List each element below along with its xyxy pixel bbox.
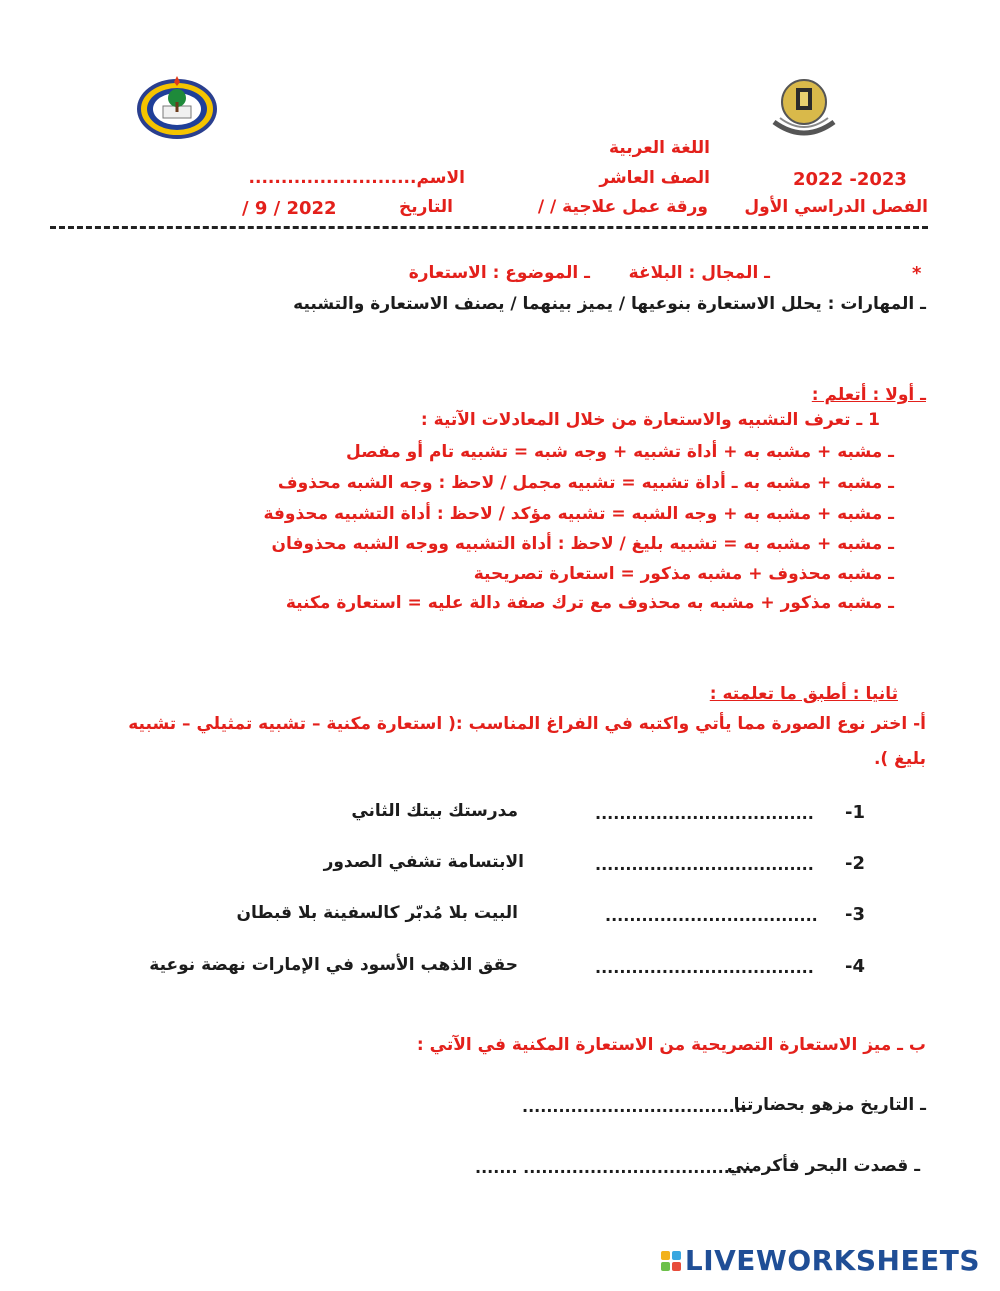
liveworksheets-logo-icon bbox=[661, 1251, 681, 1271]
learn-heading: ـ أولا : أتعلم : bbox=[811, 385, 926, 405]
apply-heading: ثانيا : أطبق ما تعلمته : bbox=[709, 684, 898, 704]
skills-line: ـ المهارات : يحلل الاستعارة بنوعيها / يميز بينهما / يصنف الاستعارة والتشبيه bbox=[293, 294, 926, 314]
answer-blank[interactable]: .................................... bbox=[595, 855, 814, 874]
name-field[interactable]: الاسم.......................... bbox=[248, 168, 465, 188]
item-number: -4 bbox=[845, 956, 865, 977]
field-label: ـ المجال : البلاغة bbox=[628, 263, 770, 283]
part-b-heading: ب ـ ميز الاستعارة التصريحية من الاستعارة المكنية في الآتي : bbox=[416, 1035, 926, 1055]
equation-line: ـ مشبه محذوف + مشبه مذكور = استعارة تصريحية bbox=[473, 564, 894, 584]
topic-label: ـ الموضوع : الاستعارة bbox=[408, 263, 590, 283]
equation-line: ـ مشبه مذكور + مشبه به محذوف مع ترك صفة دالة عليه = استعارة مكنية bbox=[285, 593, 894, 613]
grade-label: الصف العاشر bbox=[599, 168, 710, 188]
equation-line: ـ مشبه + مشبه به ـ أداة تشبيه = تشبيه مجمل / لاحظ : وجه الشبه محذوف bbox=[277, 473, 894, 493]
item-text: مدرستك بيتك الثاني bbox=[351, 801, 518, 821]
answer-blank[interactable]: .................................... bbox=[595, 958, 814, 977]
item-number: -3 bbox=[845, 904, 865, 925]
item-number: -1 bbox=[845, 802, 865, 823]
item-text: الابتسامة تشفي الصدور bbox=[323, 852, 524, 872]
equation-line: ـ مشبه + مشبه به + أداة تشبيه + وجه شبه = تشبيه تام أو مفصل bbox=[346, 442, 894, 462]
item-text: حقق الذهب الأسود في الإمارات نهضة نوعية bbox=[149, 955, 518, 975]
apply-instruction-cont: بليغ ). bbox=[873, 749, 926, 769]
apply-instruction: أ- اختر نوع الصورة مما يأتي واكتبه في الفراغ المناسب :( استعارة مكنية – تشبيه تمثيلي – تشبيه bbox=[128, 714, 926, 734]
term-label: الفصل الدراسي الأول bbox=[744, 197, 928, 217]
subject-title: اللغة العربية bbox=[609, 138, 710, 158]
item-text: البيت بلا مُدبّر كالسفينة بلا قبطان bbox=[236, 903, 518, 923]
part-b-answer-blank[interactable]: ..................................... bbox=[522, 1097, 747, 1116]
equation-line: ـ مشبه + مشبه به + وجه الشبه = تشبيه مؤكد / لاحظ : أداة التشبيه محذوفة bbox=[263, 504, 894, 524]
answer-blank[interactable]: .................................... bbox=[595, 804, 814, 823]
school-logo-left bbox=[133, 72, 221, 142]
part-b-item-text: ـ التاريخ مزهو بحضارتنا bbox=[733, 1095, 926, 1115]
learn-point-1: 1 ـ تعرف التشبيه والاستعارة من خلال المعادلات الآتية : bbox=[420, 410, 880, 430]
header-divider bbox=[50, 226, 928, 229]
star-bullet: * bbox=[912, 263, 922, 284]
answer-blank[interactable]: ................................... bbox=[605, 906, 818, 925]
part-b-answer-blank[interactable]: ....... ...................................... bbox=[475, 1158, 755, 1177]
date-value: / 9 / 2022 bbox=[242, 198, 337, 219]
academic-year: 2022 -2023 bbox=[793, 169, 907, 190]
school-emblem-right bbox=[760, 74, 848, 142]
liveworksheets-wordmark: LIVEWORKSHEETS bbox=[684, 1244, 980, 1277]
item-number: -2 bbox=[845, 853, 865, 874]
date-label: التاريخ bbox=[399, 197, 453, 217]
part-b-item-text: ـ قصدت البحر فأكرمني bbox=[727, 1156, 920, 1176]
equation-line: ـ مشبه + مشبه به = تشبيه بليغ / لاحظ : أداة التشبيه ووجه الشبه محذوفان bbox=[271, 534, 894, 554]
worksheet-label: ورقة عمل علاجية / / bbox=[537, 197, 708, 217]
liveworksheets-brand[interactable] bbox=[661, 1244, 980, 1277]
